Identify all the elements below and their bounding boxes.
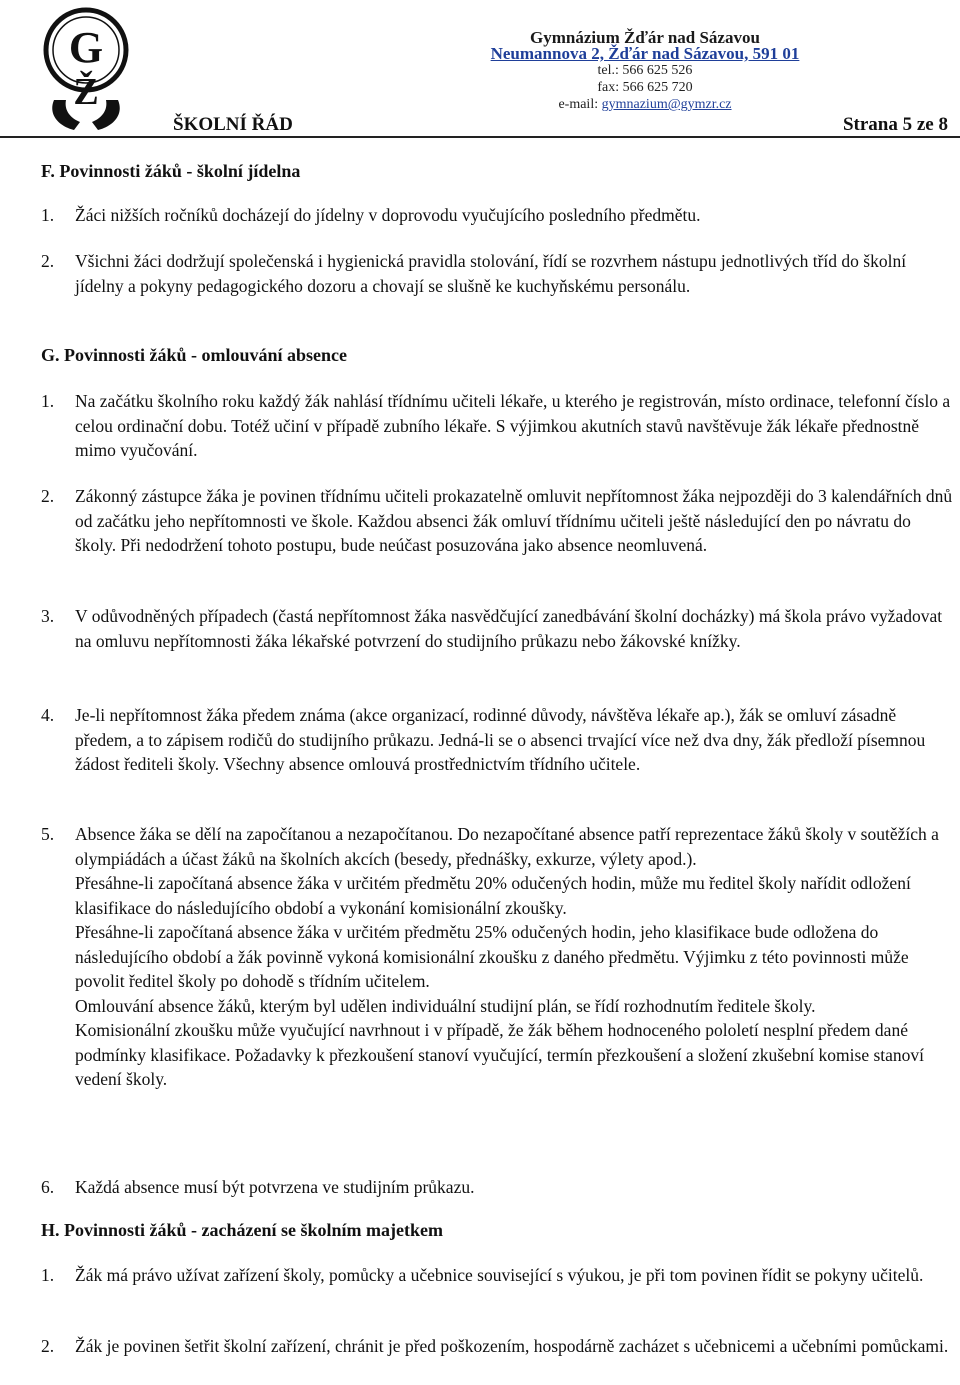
school-email: e-mail: gymnazium@gymzr.cz: [558, 97, 732, 112]
paragraph: Omlouvání absence žáků, kterým byl udělen individuální studijní plán, se řídí rozhodnutím ředitele školy.: [75, 995, 816, 1016]
svg-text:Ž: Ž: [73, 71, 99, 113]
list-item: 4. Je-li nepřítomnost žáka předem známa (akce organizací, rodinné důvody, návštěva lékaře ap.), žák se omluví zásadně předem, a to zápisem rodičů do studijního průkazu. Jedná-li se o absenci trvající více než dva dny, žák předloží písemnou žádost řediteli školy. Všechny absence omlouvá prostřednictvím třídního učitele.: [41, 705, 926, 774]
paragraph: Absence žáka se dělí na započítanou a nezapočítanou. Do nezapočítané absence patří reprezentace žáků školy v soutěžích a olympiádách a účast žáků na školních akcích (besedy, přednášky, exkurze, výlety apod.).: [75, 824, 939, 869]
document-title: ŠKOLNÍ ŘÁD: [173, 114, 293, 135]
list-item: 1. Na začátku školního roku každý žák nahlásí třídnímu učiteli lékaře, u kterého je registrován, místo ordinace, telefonní číslo a celou ordinační dobu. Totéž učiní v případě zubního lékaře. S výjimkou akutních stavů navštěvuje žák lékaře přednostně mimo vyučování.: [41, 391, 951, 460]
list-item: 1. Žáci nižších ročníků docházejí do jídelny v doprovodu vyučujícího posledního předmětu.: [41, 205, 701, 225]
list-item: 2. Žák je povinen šetřit školní zařízení, chránit je před poškozením, hospodárně zacházet s učebnicemi a učebními pomůckami.: [41, 1336, 949, 1356]
header-divider: [0, 136, 960, 138]
section-f-title: F. Povinnosti žáků - školní jídelna: [41, 161, 301, 181]
list-item: 3. V odůvodněných případech (častá nepřítomnost žáka nasvědčující zanedbávání školní docházky) má škola právo vyžadovat na omluvu nepřítomnosti žáka lékařské potvrzení do studijního průkazu nebo žákovské knížky.: [41, 606, 943, 651]
svg-text:G: G: [68, 23, 104, 72]
paragraph: Přesáhne-li započítaná absence žáka v určitém předmětu 25% odučených hodin, jeho klasifikace bude odložena do následujícího období a žák povinně vykoná komisionální zkoušku z daného předmětu. Výjimku z této povinnosti může povolit ředitel školy po dohodě s třídním učitelem.: [75, 922, 909, 991]
section-h-title: H. Povinnosti žáků - zacházení se školním majetkem: [41, 1220, 443, 1240]
list-item: 2. Zákonný zástupce žáka je povinen třídnímu učiteli prokazatelně omluvit nepřítomnost žáka nejpozději do 3 kalendářních dnů od začátku jeho nepřítomnosti ve škole. Každou absenci žák omluví třídnímu učiteli ještě následující den po návratu do školy. Při nedodržení tohoto postupu, bude neúčast posuzována jako absence neomluvená.: [41, 486, 953, 555]
school-phone: tel.: 566 625 526: [597, 63, 693, 78]
school-name: Gymnázium Žďár nad Sázavou: [530, 28, 760, 47]
list-item: 2. Všichni žáci dodržují společenská i hygienická pravidla stolování, řídí se rozvrhem nástupu jednotlivých tříd do školní jídelny a pokyny pedagogického dozoru a chovají se slušně ke kuchyňskému personálu.: [41, 251, 907, 296]
school-fax: fax: 566 625 720: [597, 80, 693, 95]
list-item: 5. Absence žáka se dělí na započítanou a nezapočítanou. Do nezapočítané absence patří reprezentace žáků školy v soutěžích a olympiádách a účast žáků na školních akcích (besedy, přednášky, exkurze, výlety apod.). Přesáhne-li započítaná absence žáka v určitém předmětu 20% odučených hodin, může mu ředitel školy nařídit odložení klasifikace do následujícího období a vykonání komisionální zkoušky. Přesáhne-li započítaná absence žáka v určitém předmětu 25% odučených hodin, jeho klasifikace bude odložena do následujícího období a žák povinně vykoná komisionální zkoušku z daného předmětu. Výjimku z této povinnosti může povolit ředitel školy po dohodě s třídním učitelem. Omlouvání absence žáků, kterým byl udělen individuální studijní plán, se řídí rozhodnutím ředitele školy. Komisionální zkoušku může vyučující navrhnout i v případě, že žák během hodnoceného pololetí nesplní předem dané podmínky klasifikace. Požadavky k přezkoušení stanoví vyučující, termín přezkoušení a složení zkušební komise stanoví vedení školy.: [41, 822, 955, 1092]
email-link[interactable]: gymnazium@gymzr.cz: [601, 97, 732, 112]
paragraph: Přesáhne-li započítaná absence žáka v určitém předmětu 20% odučených hodin, může mu ředitel školy nařídit odložení klasifikace do následujícího období a vykonání komisionální zkoušky.: [75, 873, 911, 918]
school-logo: [40, 4, 132, 134]
school-address: Neumannova 2, Žďár nad Sázavou, 591 01: [490, 44, 800, 63]
list-item: 6. Každá absence musí být potvrzena ve studijním průkazu.: [41, 1177, 475, 1197]
paragraph: Komisionální zkoušku může vyučující navrhnout i v případě, že žák během hodnoceného pololetí nesplní předem dané podmínky klasifikace. Požadavky k přezkoušení stanoví vyučující, termín přezkoušení a složení zkušební komise stanoví vedení školy.: [75, 1020, 925, 1089]
section-g-title: G. Povinnosti žáků - omlouvání absence: [41, 345, 348, 365]
page-number: Strana 5 ze 8: [842, 114, 948, 135]
page-header: [0, 0, 960, 137]
list-item: 1. Žák má právo užívat zařízení školy, pomůcky a učebnice související s výukou, je při tom povinen řídit se pokyny učitelů.: [41, 1265, 924, 1285]
